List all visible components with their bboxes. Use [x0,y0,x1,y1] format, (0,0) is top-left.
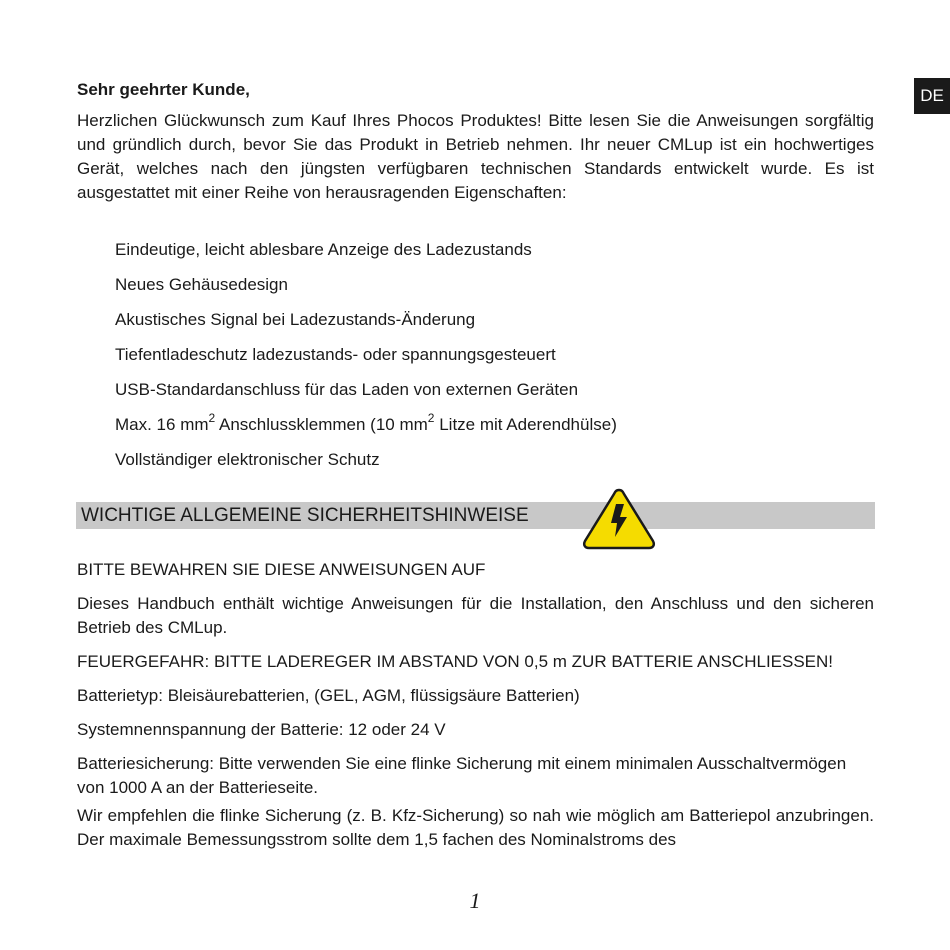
feature-item: Neues Gehäusedesign [115,275,288,294]
feature-text: Max. 16 mm [115,415,209,434]
superscript: 2 [427,411,435,426]
high-voltage-warning-icon [582,487,656,551]
intro-section [77,78,874,483]
salutation: Sehr geehrter Kunde, [77,80,250,99]
system-voltage: Systemnennspannung der Batterie: 12 oder 24 V [77,720,446,739]
fire-warning: FEUERGEFAHR: BITTE LADEREGER IM ABSTAND VON 0,5 m ZUR BATTERIE ANSCHLIESSEN! [77,652,834,671]
section-header [76,502,875,529]
section-title: WICHTIGE ALLGEMEINE SICHERHEITSHINWEISE [81,505,529,526]
feature-item: Eindeutige, leicht ablesbare Anzeige des Ladezustands [115,240,532,259]
keep-instructions-heading: BITTE BEWAHREN SIE DIESE ANWEISUNGEN AUF [77,560,486,579]
feature-item [115,413,874,437]
intro-paragraph: Herzlichen Glückwunsch zum Kauf Ihres Phocos Produktes! Bitte lesen Sie die Anweisungen sorgfältig und gründlich durch, bevor Sie das Produkt in Betrieb nehmen. Ihr neuer CMLup ist ein hochwertiges Gerät, welches nach den jüngsten verfügbaren technischen Standards entwickelt wurde. Es ist ausgestattet mit einer Reihe von herausragenden Eigenschaften: [77,111,874,202]
feature-list [115,238,874,472]
safety-instructions [77,558,874,862]
language-tab: DE [914,78,950,114]
feature-text: Anschlussklemmen (10 mm [215,415,428,434]
page-number: 1 [469,888,481,913]
superscript: 2 [208,411,216,426]
feature-item: Tiefentladeschutz ladezustands- oder spannungsgesteuert [115,345,556,364]
feature-item: Akustisches Signal bei Ladezustands-Änderung [115,310,476,329]
feature-item: Vollständiger elektronischer Schutz [115,450,380,469]
battery-type: Batterietyp: Bleisäurebatterien, (GEL, AGM, flüssigsäure Batterien) [77,686,580,705]
feature-text: Litze mit Aderendhülse) [434,415,617,434]
fuse-recommendation: Wir empfehlen die flinke Sicherung (z. B. Kfz-Sicherung) so nah wie möglich am Batteriepol anzubringen. Der maximale Bemessungsstrom sollte dem 1,5 fachen des Nominalstroms des [77,806,874,849]
battery-fuse: Batteriesicherung: Bitte verwenden Sie eine flinke Sicherung mit einem minimalen Ausschaltvermögen von 1000 A an der Batterieseite. [77,754,847,797]
manual-note: Dieses Handbuch enthält wichtige Anweisungen für die Installation, den Anschluss und den sicheren Betrieb des CMLup. [77,594,874,637]
feature-item: USB-Standardanschluss für das Laden von externen Geräten [115,380,579,399]
